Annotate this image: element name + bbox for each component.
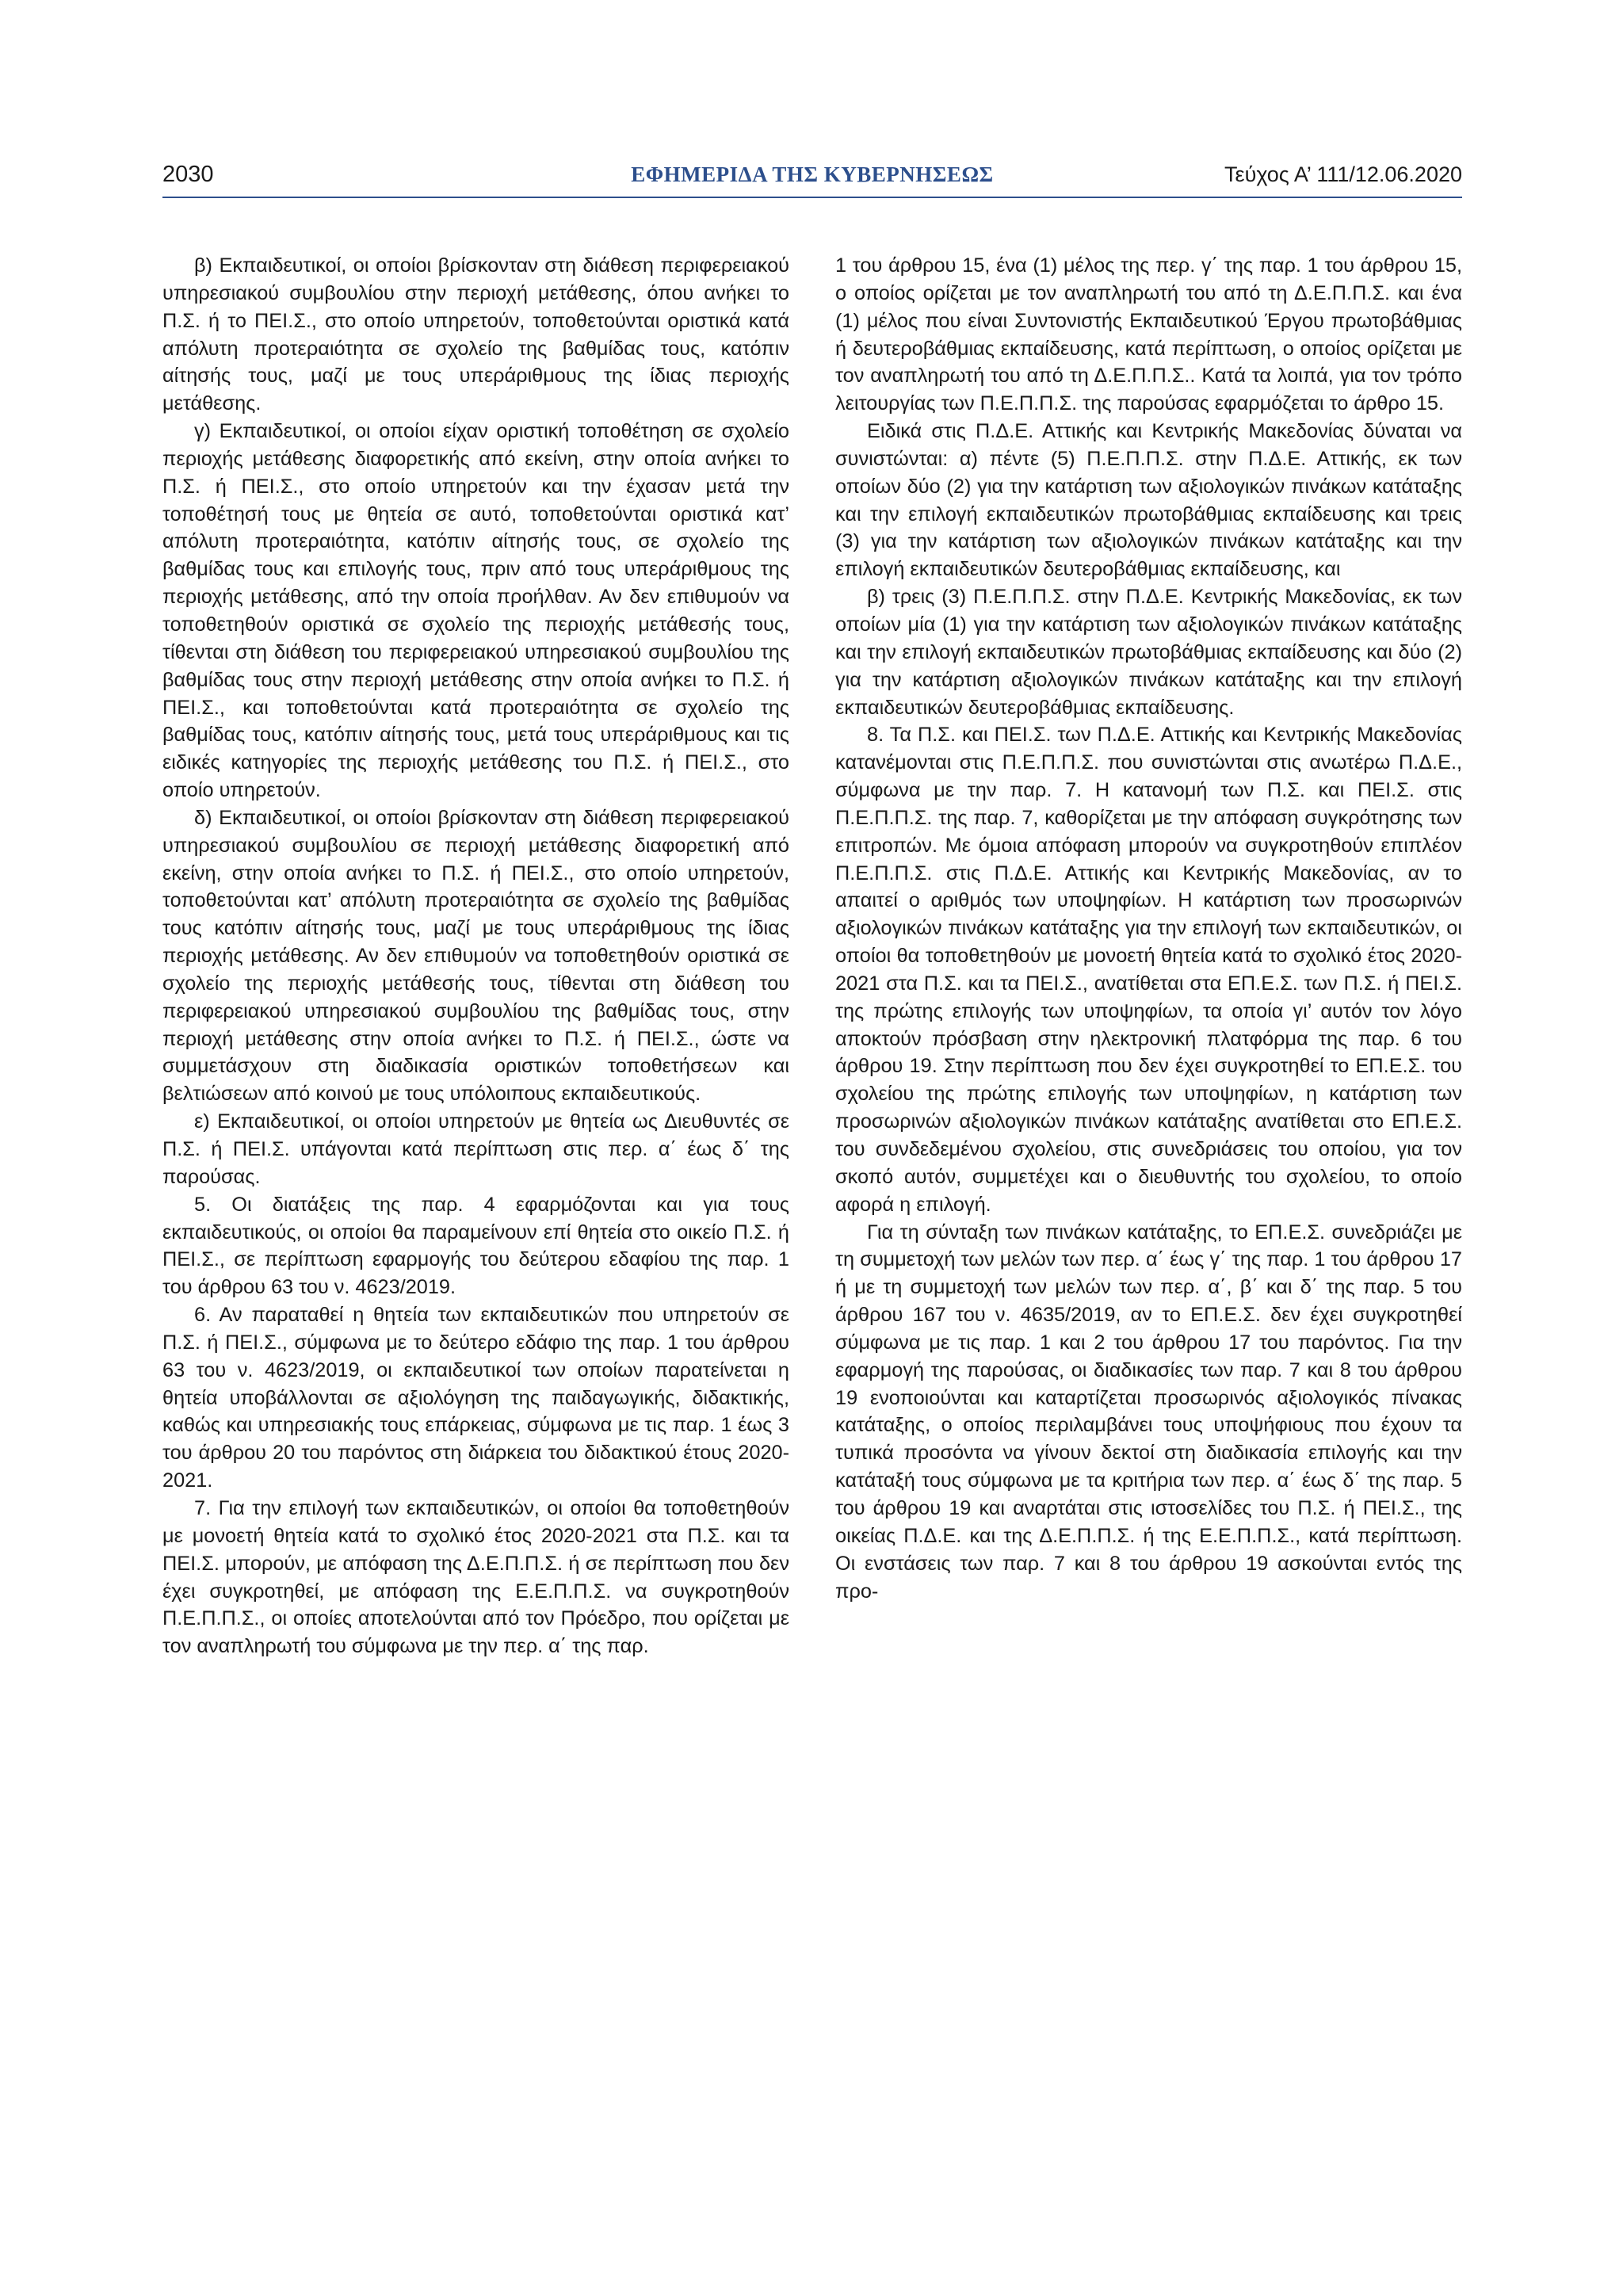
gazette-title: ΕΦΗΜΕΡΙΔΑ ΤΗΣ ΚΥΒΕΡΝΗΣΕΩΣ xyxy=(631,162,994,186)
paragraph: γ) Εκπαιδευτικοί, οι οποίοι είχαν οριστική τοποθέτηση σε σχολείο περιοχής μετάθεσης διαφορετικής από εκείνη, στην οποία ανήκει το Π.Σ. ή ΠΕΙ.Σ., στο οποίο υπηρετούν και την έχασαν μετά την τοποθέτησή τους με θητεία σε αυτό, τοποθετούνται οριστικά κατ’ απόλυτη προτεραιότητα, κατόπιν αίτησής τους, σε σχολείο της βαθμίδας τους και επιλογής τους, πριν από τους υπεράριθμους της περιοχής μετάθεσης, από την οποία προήλθαν. Αν δεν επιθυμούν να τοποθετηθούν οριστικά σε σχολείο της περιοχής μετάθεσής τους, τίθενται στη διάθεση του περιφερειακού υπηρεσιακού συμβουλίου της βαθμίδας τους στην περιοχή μετάθεσης στην οποία ανήκει το Π.Σ. ή ΠΕΙ.Σ., και τοποθετούνται κατά προτεραιότητα σε σχολείο της βαθμίδας τους, κατόπιν αίτησής τους, μετά τους υπεράριθμους και τις ειδικές κατηγορίες της περιοχής μετάθεσης του Π.Σ. ή ΠΕΙ.Σ., στο οποίο υπηρετούν. xyxy=(162,420,789,802)
body-columns xyxy=(162,252,1462,1660)
left-column xyxy=(162,252,789,1660)
paragraph: 6. Αν παραταθεί η θητεία των εκπαιδευτικών που υπηρετούν σε Π.Σ. ή ΠΕΙ.Σ., σύμφωνα με το δεύτερο εδάφιο της παρ. 1 του άρθρου 63 του ν. 4623/2019, οι εκπαιδευτικοί των οποίων παρατείνεται η θητεία υποβάλλονται σε αξιολόγηση της παιδαγωγικής, διδακτικής, καθώς και υπηρεσιακής τους επάρκειας, σύμφωνα με τις παρ. 1 έως 3 του άρθρου 20 του παρόντος στη διάρκεια του διδακτικού έτους 2020-2021. xyxy=(162,1304,789,1492)
issue-reference: Τεύχος Α’ 111/12.06.2020 xyxy=(1224,162,1462,186)
paragraph-continuation: 1 του άρθρου 15, ένα (1) μέλος της περ. γ΄ της παρ. 1 του άρθρου 15, ο οποίος ορίζεται με τον αναπληρωτή του από τη Δ.Ε.Π.Π.Σ. και ένα (1) μέλος που είναι Συντονιστής Εκπαιδευτικού Έργου πρωτοβάθμιας ή δευτεροβάθμιας εκπαίδευσης, κατά περίπτωση, ο οποίος ορίζεται με τον αναπληρωτή του από τη Δ.Ε.Π.Π.Σ.. Κατά τα λοιπά, για τον τρόπο λειτουργίας των Π.Ε.Π.Π.Σ. της παρούσας εφαρμόζεται το άρθρο 15. xyxy=(835,254,1462,415)
paragraph: Για τη σύνταξη των πινάκων κατάταξης, το ΕΠ.Ε.Σ. συνεδριάζει με τη συμμετοχή των μελών των περ. α΄ έως γ΄ της παρ. 1 του άρθρου 17 ή με τη συμμετοχή των μελών των περ. α΄, β΄ και δ΄ της παρ. 5 του άρθρου 167 του ν. 4635/2019, αν το ΕΠ.Ε.Σ. δεν έχει συγκροτηθεί σύμφωνα με τις παρ. 1 και 2 του άρθρου 17 του παρόντος. Για την εφαρμογή της παρούσας, οι διαδικασίες των παρ. 7 και 8 του άρθρου 19 ενοποιούνται και καταρτίζεται προσωρινός αξιολογικός πίνακας κατάταξης, ο οποίος περιλαμβάνει τους υποψήφιους που έχουν τα τυπικά προσόντα να γίνουν δεκτοί στη διαδικασία επιλογής και την κατάταξή τους σύμφωνα με τα κριτήρια των περ. α΄ έως δ΄ της παρ. 5 του άρθρου 19 και αναρτάται στις ιστοσελίδες του Π.Σ. ή ΠΕΙ.Σ., της οικείας Π.Δ.Ε. και της Δ.Ε.Π.Π.Σ. ή της Ε.Ε.Π.Π.Σ., κατά περίπτωση. Οι ενστάσεις των παρ. 7 και 8 του άρθρου 19 ασκούνται εντός της προ- xyxy=(835,1221,1462,1603)
paragraph: δ) Εκπαιδευτικοί, οι οποίοι βρίσκονταν στη διάθεση περιφερειακού υπηρεσιακού συμβουλίου σε περιοχή μετάθεσης διαφορετική από εκείνη, στην οποία ανήκει το Π.Σ. ή ΠΕΙ.Σ., στο οποίο υπηρετούν, τοποθετούνται κατ’ απόλυτη προτεραιότητα σε σχολείο της βαθμίδας τους κατόπιν αίτησής τους, μαζί με τους υπεράριθμους της ίδιας περιοχής μετάθεσης. Αν δεν επιθυμούν να τοποθετηθούν οριστικά σε σχολείο της περιοχής μετάθεσής τους, τίθενται στη διάθεση του περιφερειακού υπηρεσιακού συμβουλίου της βαθμίδας τους, στην περιοχή μετάθεσης στην οποία ανήκει το Π.Σ. ή ΠΕΙ.Σ., ώστε να συμμετάσχουν στη διαδικασία οριστικών τοποθετήσεων και βελτιώσεων από κοινού με τους υπόλοιπους εκπαιδευτικούς. xyxy=(162,806,789,1106)
header-rule xyxy=(162,197,1462,198)
paragraph: Ειδικά στις Π.Δ.Ε. Αττικής και Κεντρικής Μακεδονίας δύναται να συνιστώνται: α) πέντε (5) Π.Ε.Π.Π.Σ. στην Π.Δ.Ε. Αττικής, εκ των οποίων δύο (2) για την κατάρτιση των αξιολογικών πινάκων κατάταξης και την επιλογή εκπαιδευτικών πρωτοβάθμιας εκπαίδευσης και τρεις (3) για την κατάρτιση των αξιολογικών πινάκων κατάταξης και την επιλογή εκπαιδευτικών δευτεροβάθμιας εκπαίδευσης, και xyxy=(835,420,1462,581)
right-column xyxy=(835,252,1462,1660)
paragraph: ε) Εκπαιδευτικοί, οι οποίοι υπηρετούν με θητεία ως Διευθυντές σε Π.Σ. ή ΠΕΙ.Σ. υπάγονται κατά περίπτωση στις περ. α΄ έως δ΄ της παρούσας. xyxy=(162,1110,789,1188)
paragraph: 8. Τα Π.Σ. και ΠΕΙ.Σ. των Π.Δ.Ε. Αττικής και Κεντρικής Μακεδονίας κατανέμονται στις Π.Ε.Π.Π.Σ. που συνιστώνται στις ανωτέρω Π.Δ.Ε., σύμφωνα με την παρ. 7. Η κατανομή των Π.Σ. και ΠΕΙ.Σ. στις Π.Ε.Π.Π.Σ. της παρ. 7, καθορίζεται με την απόφαση συγκρότησης των επιτροπών. Με όμοια απόφαση μπορούν να συγκροτηθούν επιπλέον Π.Ε.Π.Π.Σ. στις Π.Δ.Ε. Αττικής και Κεντρικής Μακεδονίας, αν το απαιτεί ο αριθμός των υποψηφίων. Η κατάρτιση των προσωρινών αξιολογικών πινάκων κατάταξης για την επιλογή των εκπαιδευτικών, οι οποίοι θα τοποθετηθούν με μονοετή θητεία κατά το σχολικό έτος 2020-2021 στα Π.Σ. και τα ΠΕΙ.Σ., ανατίθεται στα ΕΠ.Ε.Σ. των Π.Σ. ή ΠΕΙ.Σ. της πρώτης επιλογής των υποψηφίων, τα οποία γι’ αυτόν τον λόγο αποκτούν πρόσβαση στην ηλεκτρονική πλατφόρμα της παρ. 6 του άρθρου 19. Στην περίπτωση που δεν έχει συγκροτηθεί το ΕΠ.Ε.Σ. του σχολείου της πρώτης επιλογής των υποψηφίων, η κατάρτιση των προσωρινών αξιολογικών πινάκων κατάταξης ανατίθεται στο ΕΠ.Ε.Σ. του συνδεδεμένου σχολείου, στις συνεδριάσεις του οποίου, για τον σκοπό αυτόν, συμμετέχει και ο διευθυντής του σχολείου, το οποίο αφορά η επιλογή. xyxy=(835,724,1462,1216)
paragraph: β) τρεις (3) Π.Ε.Π.Π.Σ. στην Π.Δ.Ε. Κεντρικής Μακεδονίας, εκ των οποίων μία (1) για την κατάρτιση των αξιολογικών πινάκων κατάταξης και την επιλογή εκπαιδευτικών πρωτοβάθμιας εκπαίδευσης και δύο (2) για την κατάρτιση αξιολογικών πινάκων κατάταξης και την επιλογή εκπαιδευτικών δευτεροβάθμιας εκπαίδευσης. xyxy=(835,586,1462,719)
paragraph: β) Εκπαιδευτικοί, οι οποίοι βρίσκονταν στη διάθεση περιφερειακού υπηρεσιακού συμβουλίου στην περιοχή μετάθεσης, όπου ανήκει το Π.Σ. ή το ΠΕΙ.Σ., στο οποίο υπηρετούν, τοποθετούνται οριστικά κατά απόλυτη προτεραιότητα σε σχολείο της βαθμίδας τους, κατόπιν αίτησής τους, μαζί με τους υπεράριθμους της ίδιας περιοχής μετάθεσης. xyxy=(162,254,789,415)
page-number: 2030 xyxy=(162,162,214,187)
paragraph: 7. Για την επιλογή των εκπαιδευτικών, οι οποίοι θα τοποθετηθούν με μονοετή θητεία κατά το σχολικό έτος 2020-2021 στα Π.Σ. και τα ΠΕΙ.Σ. μπορούν, με απόφαση της Δ.Ε.Π.Π.Σ. ή σε περίπτωση που δεν έχει συγκροτηθεί, με απόφαση της Ε.Ε.Π.Π.Σ. να συγκροτηθούν Π.Ε.Π.Π.Σ., οι οποίες αποτελούνται από τον Πρόεδρο, που ορίζεται με τον αναπληρωτή του σύμφωνα με την περ. α΄ της παρ. xyxy=(162,1496,789,1658)
page-header xyxy=(162,159,1462,200)
paragraph: 5. Οι διατάξεις της παρ. 4 εφαρμόζονται και για τους εκπαιδευτικούς, οι οποίοι θα παραμείνουν επί θητεία στο οικείο Π.Σ. ή ΠΕΙ.Σ., σε περίπτωση εφαρμογής του δεύτερου εδαφίου της παρ. 1 του άρθρου 63 του ν. 4623/2019. xyxy=(162,1193,789,1299)
